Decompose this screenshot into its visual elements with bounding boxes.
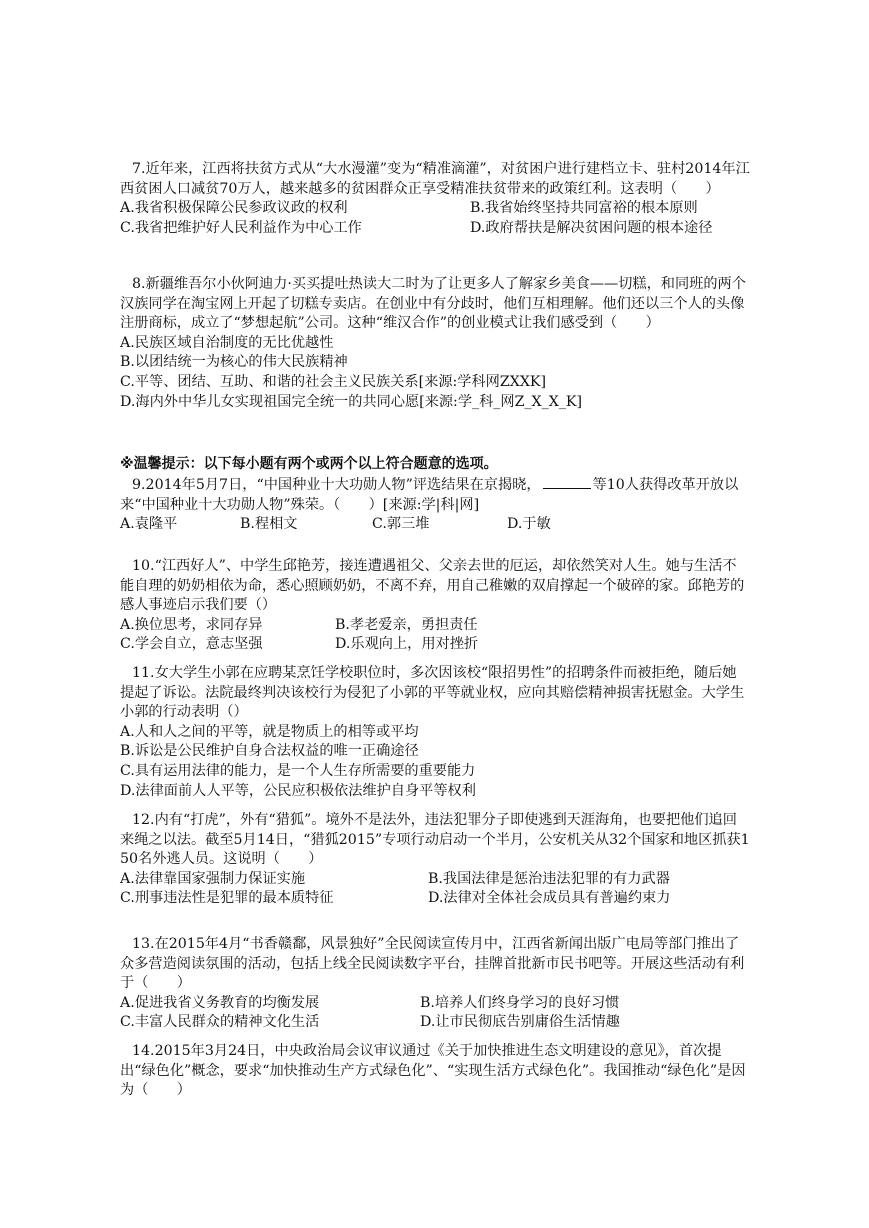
question-11 (120, 664, 750, 801)
question-10-option-d: D.乐观向上，用对挫折 (335, 636, 479, 653)
question-12-options (120, 870, 750, 909)
question-8 (120, 275, 750, 412)
question-10-option-c: C.学会自立，意志坚强 (120, 636, 263, 653)
question-8-option-d: D.海内外中华儿女实现祖国完全统一的共同心愿[来源:学_科_网Z_X_X_K] (120, 393, 583, 410)
question-13-option-b: B.培养人们终身学习的良好习惯 (420, 994, 620, 1011)
question-7-stem: 7.近年来，江西将扶贫方式从“大水漫灌”变为“精准滴灌”，对贫困户进行建档立卡、驻村2014年江西贫困人口减贫70万人，越来越多的贫困群众正享受精准扶贫带来的政策红利。这表明（ ） (120, 161, 750, 197)
question-7-option-c: C.我省把维护好人民利益作为中心工作 (120, 219, 362, 236)
question-9-options (120, 515, 750, 535)
question-9-option-c: C.郭三堆 (372, 516, 430, 533)
question-8-option-b: B.以团结统一为核心的伟大民族精神 (120, 354, 348, 371)
question-12-option-b: B.我国法律是惩治违法犯罪的有力武器 (428, 870, 670, 887)
question-7-option-a: A.我省积极保障公民参政议政的权利 (120, 200, 348, 217)
question-9 (120, 474, 750, 535)
notice-multiple-choice: ※温馨提示：以下每小题有两个或两个以上符合题意的选项。 (120, 456, 498, 472)
question-9-option-b: B.程相文 (240, 516, 298, 533)
question-9-blank (543, 474, 591, 489)
question-11-option-d: D.法律面前人人平等，公民应积极依法维护自身平等权利 (120, 782, 476, 799)
question-9-stem (120, 474, 750, 515)
question-13 (120, 935, 750, 1033)
question-7-option-b: B.我省始终坚持共同富裕的根本原则 (470, 200, 698, 217)
question-10 (120, 557, 750, 655)
question-10-option-a: A.换位思考，求同存异 (120, 616, 263, 633)
question-7-options (120, 199, 750, 238)
question-9-option-a: A.袁隆平 (120, 516, 178, 533)
question-9-option-d: D.于敏 (507, 516, 551, 533)
question-11-option-a: A.人和人之间的平等，就是物质上的相等或平均 (120, 723, 419, 740)
question-13-option-c: C.丰富人民群众的精神文化生活 (120, 1014, 320, 1031)
question-12-option-a: A.法律靠国家强制力保证实施 (120, 870, 306, 887)
question-11-option-b: B.诉讼是公民维护自身合法权益的唯一正确途径 (120, 743, 419, 760)
question-8-option-c: C.平等、团结、互助、和谐的社会主义民族关系[来源:学科网ZXXK] (120, 373, 547, 390)
question-12-option-c: C.刑事违法性是犯罪的最本质特征 (120, 890, 334, 907)
question-7-option-d: D.政府帮扶是解决贫困问题的根本途径 (470, 219, 713, 236)
question-12 (120, 811, 750, 909)
question-10-options (120, 616, 750, 655)
question-14-stem: 14.2015年3月24日，中央政治局会议审议通过《关于加快推进生态文明建设的意见》，首次提出“绿色化”概念，要求“加快推动生产方式绿色化”、“实现生活方式绿色化”。我国推动“绿色化”是因为（ ） (120, 1043, 746, 1099)
question-7 (120, 160, 750, 238)
question-13-stem: 13.在2015年4月“书香赣鄱，风景独好”全民阅读宣传月中，江西省新闻出版广电局等部门推出了众多营造阅读氛围的活动，包括上线全民阅读数字平台，挂牌首批新市民书吧等。开展这些活动有利于（ ） (120, 936, 745, 992)
question-10-option-b: B.孝老爱亲，勇担责任 (335, 616, 478, 633)
question-11-option-c: C.具有运用法律的能力，是一个人生存所需要的重要能力 (120, 762, 476, 779)
question-14 (120, 1042, 750, 1101)
question-13-options (120, 994, 750, 1033)
question-12-stem: 12.内有“打虎”，外有“猎狐”。境外不是法外，违法犯罪分子即使逃到天涯海角，也要把他们追回来绳之以法。截至5月14日，“猎狐2015”专项行动启动一个半月，公安机关从32个国家和地区抓获150名外逃人员。这说明（ ） (120, 812, 750, 868)
question-11-stem: 11.女大学生小郭在应聘某烹饪学校职位时，多次因该校“限招男性”的招聘条件而被拒绝，随后她提起了诉讼。法院最终判决该校行为侵犯了小郭的平等就业权，应向其赔偿精神损害抚慰金。大学生小郭的行动表明（） (120, 665, 745, 721)
question-9-stem-after: 等10人获得改革开放以来“中国种业十大功勋人物”殊荣。（ ）[来源:学|科|网] (120, 477, 739, 513)
question-9-stem-before: 9.2014年5月7日，“中国种业十大功勋人物”评选结果在京揭晓， (132, 477, 541, 493)
question-13-option-d: D.让市民彻底告别庸俗生活情趣 (420, 1014, 620, 1031)
question-8-option-a: A.民族区域自治制度的无比优越性 (120, 334, 334, 351)
question-13-option-a: A.促进我省义务教育的均衡发展 (120, 994, 320, 1011)
question-12-option-d: D.法律对全体社会成员具有普遍约束力 (428, 890, 671, 907)
question-8-stem: 8.新疆维吾尔小伙阿迪力·买买提吐热读大二时为了让更多人了解家乡美食——切糕，和同班的两个汉族同学在淘宝网上开起了切糕专卖店。在创业中有分歧时，他们互相理解。他们还以三个人的头像注册商标，成立了“梦想起航”公司。这种“维汉合作”的创业模式让我们感受到（ ） (120, 276, 746, 332)
question-10-stem: 10.“江西好人”、中学生邱艳芳，接连遭遇祖父、父亲去世的厄运，却依然笑对人生。她与生活不能自理的奶奶相依为命，悉心照顾奶奶，不离不弃，用自己稚嫩的双肩撑起一个破碎的家。邱艳芳的感人事迹启示我们要（） (120, 558, 745, 614)
